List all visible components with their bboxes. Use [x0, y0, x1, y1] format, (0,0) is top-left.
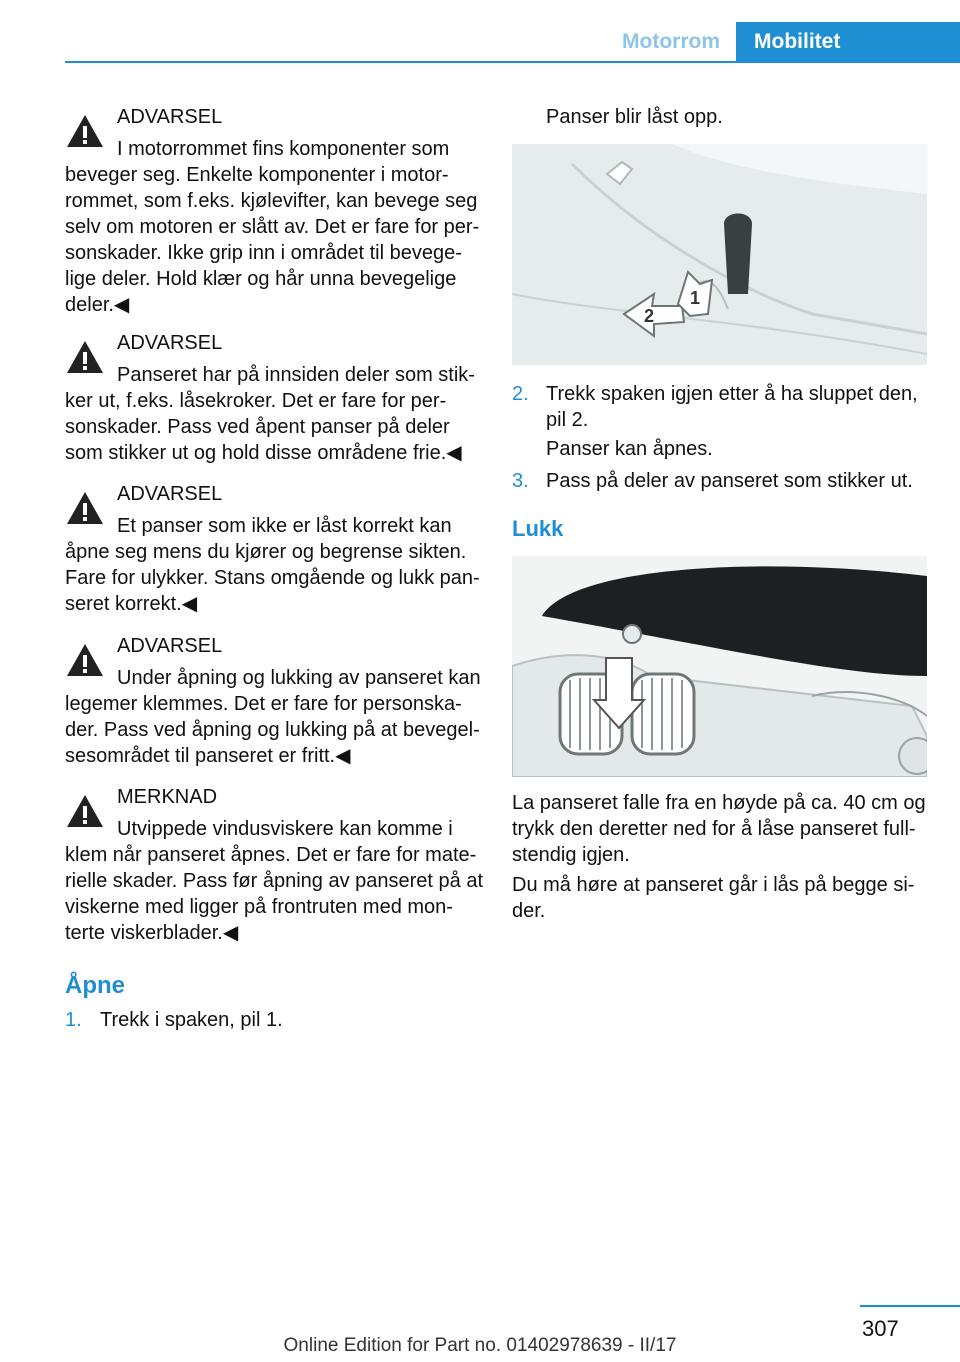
- step-number: 2.: [512, 383, 529, 405]
- warning-body: åpne seg mens du kjører og begrense sikten. Fare for ulykker. Stans omgående og lukk pan- seret korrekt.◀: [65, 541, 480, 615]
- warning-first-line: Et panser som ikke er låst korrekt kan: [117, 515, 452, 537]
- warning-body: beveger seg. Enkelte komponenter i motor- rommet, som f.eks. kjølevifter, kan bevege seg selv om motoren er slått av. Det er fare for per- sonskader. Ikke grip inn i området til bevege- lige deler. Hold klær og hår unna bevegelige deler.◀: [65, 164, 480, 316]
- footer-rule: [860, 1305, 960, 1307]
- warning-title: MERKNAD: [117, 786, 218, 808]
- step-number: 1.: [65, 1009, 82, 1031]
- warning-body: legemer klemmes. Det er fare for personska- der. Pass ved åpning og lukking på at bevegel- sesområdet til panseret er fritt.◀: [65, 693, 480, 767]
- arrow-label-1: 1: [690, 288, 701, 308]
- warning-icon: [65, 792, 105, 830]
- car-hood-illustration: [512, 556, 927, 777]
- warning-icon: [65, 112, 105, 150]
- header-rule: [65, 61, 960, 63]
- section-heading-open: Åpne: [65, 972, 125, 999]
- tab-mobilitet[interactable]: Mobilitet: [736, 22, 960, 62]
- warning-icon: [65, 489, 105, 527]
- arrow-label-2: 2: [644, 306, 655, 326]
- step-text: Trekk spaken igjen etter å ha sluppet den, pil 2.: [546, 383, 918, 431]
- hood-close-figure: [512, 556, 927, 777]
- warning-body: ker ut, f.eks. låsekroker. Det er fare for per- sonskader. Pass ved åpent panser på deler som stikker ut og hold disse områdene frie.◀: [65, 390, 462, 464]
- unlocked-text: Panser blir låst opp.: [546, 106, 723, 128]
- warning-first-line: Under åpning og lukking av panseret kan: [117, 667, 481, 689]
- warning-title: ADVARSEL: [117, 635, 223, 657]
- step-number: 3.: [512, 470, 529, 492]
- page-number: 307: [862, 1316, 899, 1341]
- warning-first-line: Utvippede vindusviskere kan komme i: [117, 818, 453, 840]
- edition-footer: Online Edition for Part no. 01402978639 - II/17: [283, 1335, 677, 1356]
- section-heading-close: Lukk: [512, 516, 564, 541]
- warning-icon: [65, 338, 105, 376]
- warning-title: ADVARSEL: [117, 106, 223, 128]
- step-text: Pass på deler av panseret som stikker ut.: [546, 470, 913, 492]
- warning-icon: [65, 641, 105, 679]
- close-paragraph-1: La panseret falle fra en høyde på ca. 40 cm og trykk den deretter ned for å låse panseret full- stendig igjen.: [512, 792, 926, 866]
- warning-title: ADVARSEL: [117, 332, 223, 354]
- hood-lever-figure: [512, 144, 927, 365]
- tab-motorrom[interactable]: Motorrom: [622, 30, 720, 53]
- can-open-text: Panser kan åpnes.: [546, 438, 713, 460]
- step-text: Trekk i spaken, pil 1.: [100, 1009, 283, 1031]
- warning-title: ADVARSEL: [117, 483, 223, 505]
- warning-first-line: I motorrommet fins komponenter som: [117, 138, 450, 160]
- warning-first-line: Panseret har på innsiden deler som stik-: [117, 364, 475, 386]
- close-paragraph-2: Du må høre at panseret går i lås på begge si- der.: [512, 874, 915, 922]
- warning-body: klem når panseret åpnes. Det er fare for mate- rielle skader. Pass før åpning av panseret på at viskerne med ligger på frontruten med mon- terte viskerblader.◀: [65, 844, 484, 944]
- hood-lever-illustration: [512, 144, 927, 365]
